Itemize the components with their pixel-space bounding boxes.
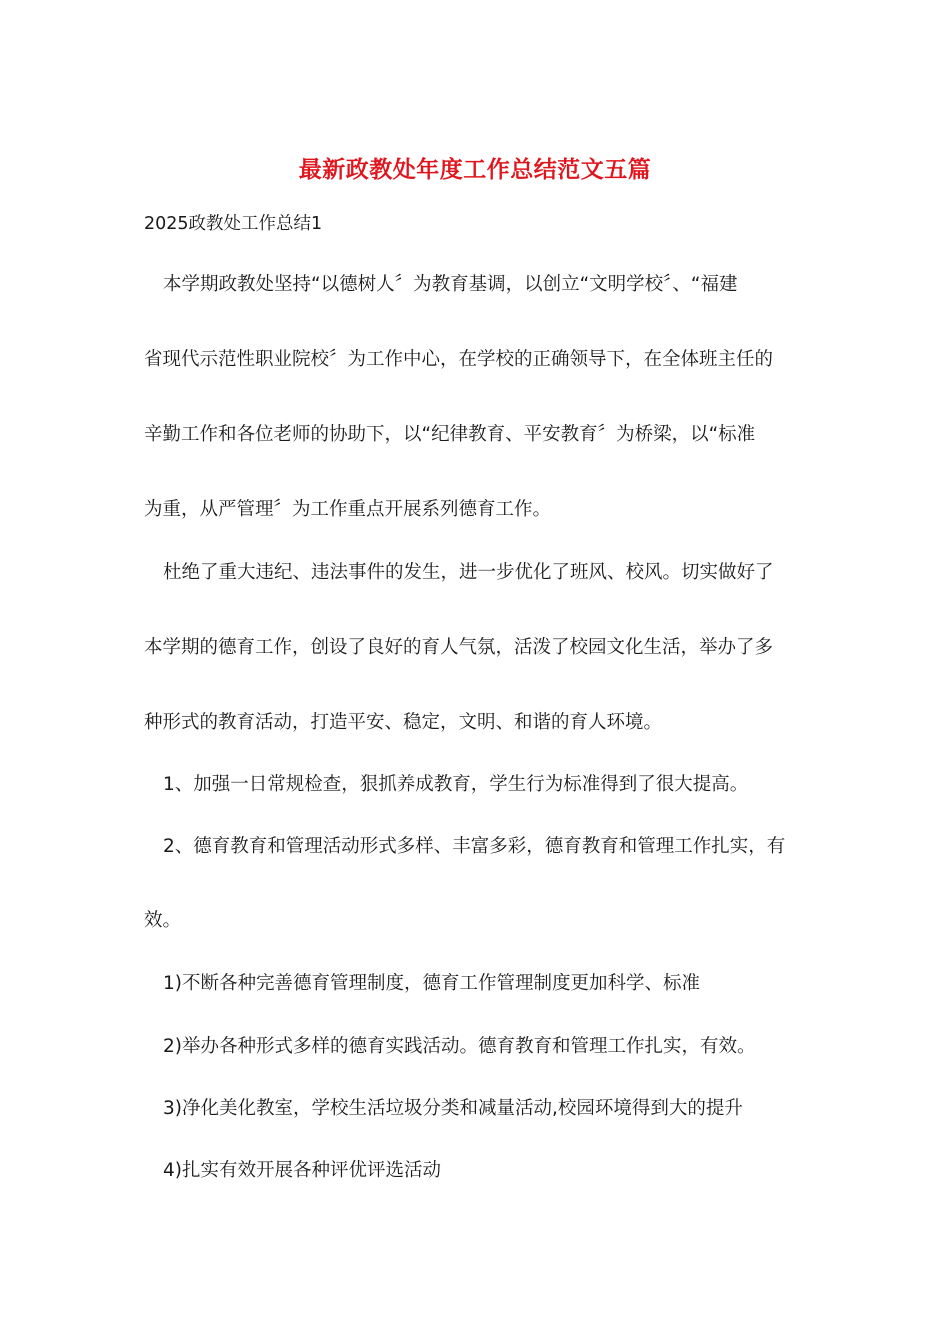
- document-title: 最新政教处年度工作总结范文五篇: [298, 157, 652, 183]
- list-item-1: 1、加强一日常规检查，狠抓养成教育，学生行为标准得到了很大提高。: [163, 774, 749, 795]
- paragraph1-line1: 本学期政教处坚持“以德树人〞为教育基调，以创立“文明学校〞、“福建: [163, 274, 738, 295]
- subitem-1: 1)不断各种完善德育管理制度，德育工作管理制度更加科学、标准: [163, 973, 700, 994]
- subitem-4: 4)扎实有效开展各种评优评选活动: [163, 1160, 441, 1181]
- paragraph2-line2: 本学期的德育工作，创设了良好的育人气氛，活泼了校园文化生活，举办了多: [144, 637, 774, 658]
- subitem-3: 3)净化美化教室，学校生活垃圾分类和减量活动,校园环境得到大的提升: [163, 1098, 743, 1119]
- paragraph1-line3: 辛勤工作和各位老师的协助下，以“纪律教育、平安教育〞为桥梁，以“标准: [144, 424, 756, 445]
- subitem-2: 2)举办各种形式多样的德育实践活动。德育教育和管理工作扎实，有效。: [163, 1036, 756, 1057]
- list-item-2-line1: 2、德育教育和管理活动形式多样、丰富多彩，德育教育和管理工作扎实，有: [163, 836, 786, 857]
- paragraph2-line1: 杜绝了重大违纪、违法事件的发生，进一步优化了班风、校风。切实做好了: [163, 562, 774, 583]
- section-heading: 2025政教处工作总结1: [144, 214, 323, 234]
- paragraph1-line2: 省现代示范性职业院校〞为工作中心，在学校的正确领导下，在全体班主任的: [144, 349, 774, 370]
- paragraph2-line3: 种形式的教育活动，打造平安、稳定，文明、和谐的育人环境。: [144, 712, 663, 733]
- paragraph1-line4: 为重，从严管理〞为工作重点开展系列德育工作。: [144, 499, 552, 520]
- list-item-2-line2: 效。: [144, 910, 182, 931]
